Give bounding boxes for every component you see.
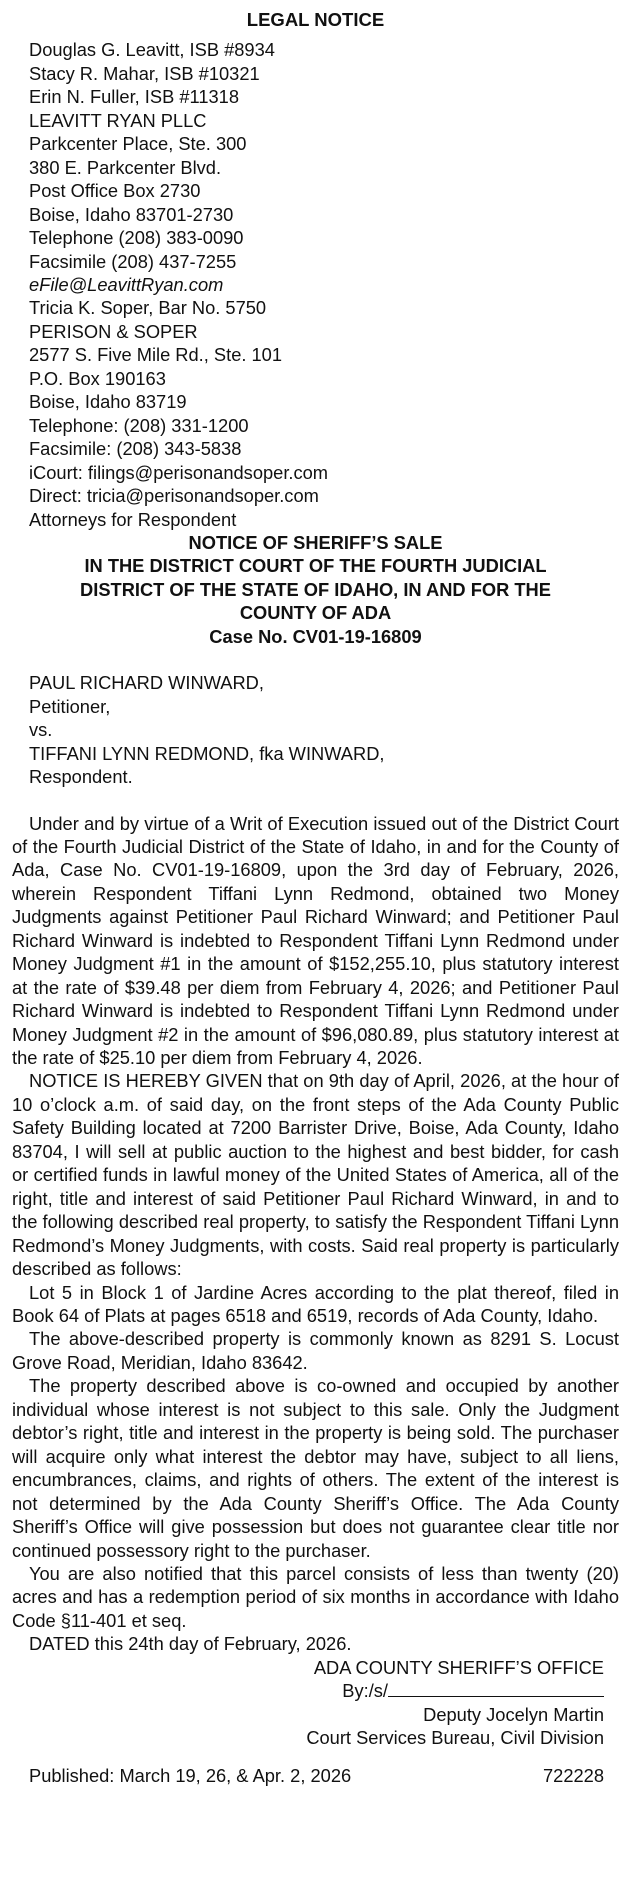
address-line: 380 E. Parkcenter Blvd. — [29, 156, 222, 178]
body-paragraph: Under and by virtue of a Writ of Execution issued out of the District Court of the Fourth Judicial District of the State of Idaho, in and for the County of Ada, Case No. CV01-19-16809, upon the 3rd day of February, 2026, wherein Respondent Tiffani Lynn Redmond, obtained two Money Judgments against Petitioner Paul Richard Winward; and Petitioner Paul Richard Winward is indebted to Respondent Tiffani Lynn Redmond under Money Judgment #1 in the amount of $152,255.10, plus statutory interest at the rate of $39.48 per diem from February 4, 2026; and Petitioner Paul Richard Winward is indebted to Respondent Tiffani Lynn Redmond under Money Judgment #2 in the amount of $96,080.89, plus statutory interest at the rate of $25.10 per diem from February 4, 2026. — [12, 812, 619, 1069]
notice-title-block — [12, 531, 619, 648]
direct-email: Direct: tricia@perisonandsoper.com — [29, 485, 319, 507]
parties-block — [12, 671, 619, 788]
address-line: 2577 S. Five Mile Rd., Ste. 101 — [29, 344, 283, 366]
firm-name: LEAVITT RYAN PLLC — [29, 109, 207, 131]
signature-block — [12, 1656, 619, 1750]
signature-line — [388, 1680, 604, 1697]
petitioner-name: PAUL RICHARD WINWARD, — [29, 672, 264, 694]
telephone-line: Telephone: (208) 331-1200 — [29, 414, 249, 436]
body-paragraph: You are also notified that this parcel consists of less than twenty (20) acres and has a redemption period of six months in accordance with Idaho Code §11-401 et seq. — [12, 1563, 619, 1631]
body-paragraph: The property described above is co-owned and occupied by another individual whose interest is not subject to this sale. Only the Judgment debtor’s right, title and interest in the property is being sold. The purchaser will acquire only what interest the debtor may have, subject to all liens, encumbrances, claims, and rights of others. The extent of the interest is not determined by the Ada County Sheriff’s Office. The Ada County Sheriff’s Office will give possession but does not guarantee clear title nor continued possessory right to the purchaser. — [12, 1375, 619, 1561]
attorney-line: Douglas G. Leavitt, ISB #8934 — [29, 39, 275, 61]
dated-line: DATED this 24th day of February, 2026. — [29, 1633, 352, 1655]
petitioner-role: Petitioner, — [29, 695, 111, 717]
ad-number: 722228 — [542, 1764, 604, 1786]
signature-by — [12, 1679, 604, 1702]
footer — [12, 1764, 619, 1787]
address-line: Parkcenter Place, Ste. 300 — [29, 133, 247, 155]
facsimile-line: Facsimile: (208) 343-5838 — [29, 438, 242, 460]
icourt-email: iCourt: filings@perisonandsoper.com — [29, 461, 329, 483]
respondent-role: Respondent. — [29, 766, 133, 788]
attorney-line: Erin N. Fuller, ISB #11318 — [29, 86, 240, 108]
telephone-line: Telephone (208) 383-0090 — [29, 227, 244, 249]
published-dates: Published: March 19, 26, & Apr. 2, 2026 — [29, 1764, 352, 1786]
page-heading: LEGAL NOTICE — [246, 9, 385, 30]
notice-title: NOTICE OF SHERIFF’S SALE — [188, 531, 443, 553]
body-paragraph: Lot 5 in Block 1 of Jardine Acres according to the plat thereof, filed in Book 64 of Plats at pages 6518 and 6519, records of Ada County, Idaho. — [12, 1281, 619, 1327]
address-line: Boise, Idaho 83719 — [29, 391, 187, 413]
court-title: DISTRICT OF THE STATE OF IDAHO, IN AND FOR THE — [80, 578, 551, 600]
sheriff-office: ADA COUNTY SHERIFF’S OFFICE — [313, 1656, 604, 1678]
court-title: IN THE DISTRICT COURT OF THE FOURTH JUDICIAL — [84, 555, 547, 577]
address-line: P.O. Box 190163 — [29, 367, 166, 389]
body-paragraph: The above-described property is commonly known as 8291 S. Locust Grove Road, Meridian, Idaho 83642. — [12, 1328, 619, 1373]
attorneys-for: Attorneys for Respondent — [29, 508, 237, 530]
body-paragraph: NOTICE IS HEREBY GIVEN that on 9th day of April, 2026, at the hour of 10 o’clock a.m. of said day, on the front steps of the Ada County Public Safety Building located at 7200 Barrister Drive, Boise, Ada County, Idaho 83704, I will sell at public auction to the highest and best bidder, for cash or certified funds in lawful money of the United States of America, all of the right, title and interest of said Petitioner Paul Richard Winward, in and to the following described real property, to satisfy the Respondent Tiffani Lynn Redmond’s Money Judgments, with costs. Said real property is particularly described as follows: — [12, 1070, 619, 1280]
address-line: Post Office Box 2730 — [29, 180, 201, 202]
case-number: Case No. CV01-19-16809 — [209, 625, 422, 647]
deputy-name: Deputy Jocelyn Martin — [423, 1703, 604, 1725]
facsimile-line: Facsimile (208) 437-7255 — [29, 250, 237, 272]
attorney-line: Tricia K. Soper, Bar No. 5750 — [29, 297, 267, 319]
court-title: COUNTY OF ADA — [239, 602, 392, 624]
division-name: Court Services Bureau, Civil Division — [306, 1727, 604, 1749]
firm-name: PERISON & SOPER — [29, 320, 198, 342]
signature-by-label: By:/s/ — [342, 1680, 388, 1702]
address-line: Boise, Idaho 83701-2730 — [29, 203, 234, 225]
attorney-block — [12, 38, 619, 531]
spacer — [12, 789, 619, 812]
versus: vs. — [29, 719, 53, 741]
spacer — [12, 648, 619, 671]
efile-email: eFile@LeavittRyan.com — [29, 273, 224, 295]
respondent-name: TIFFANI LYNN REDMOND, fka WINWARD, — [29, 742, 385, 764]
attorney-line: Stacy R. Mahar, ISB #10321 — [29, 62, 260, 84]
notice-body — [12, 812, 619, 1656]
